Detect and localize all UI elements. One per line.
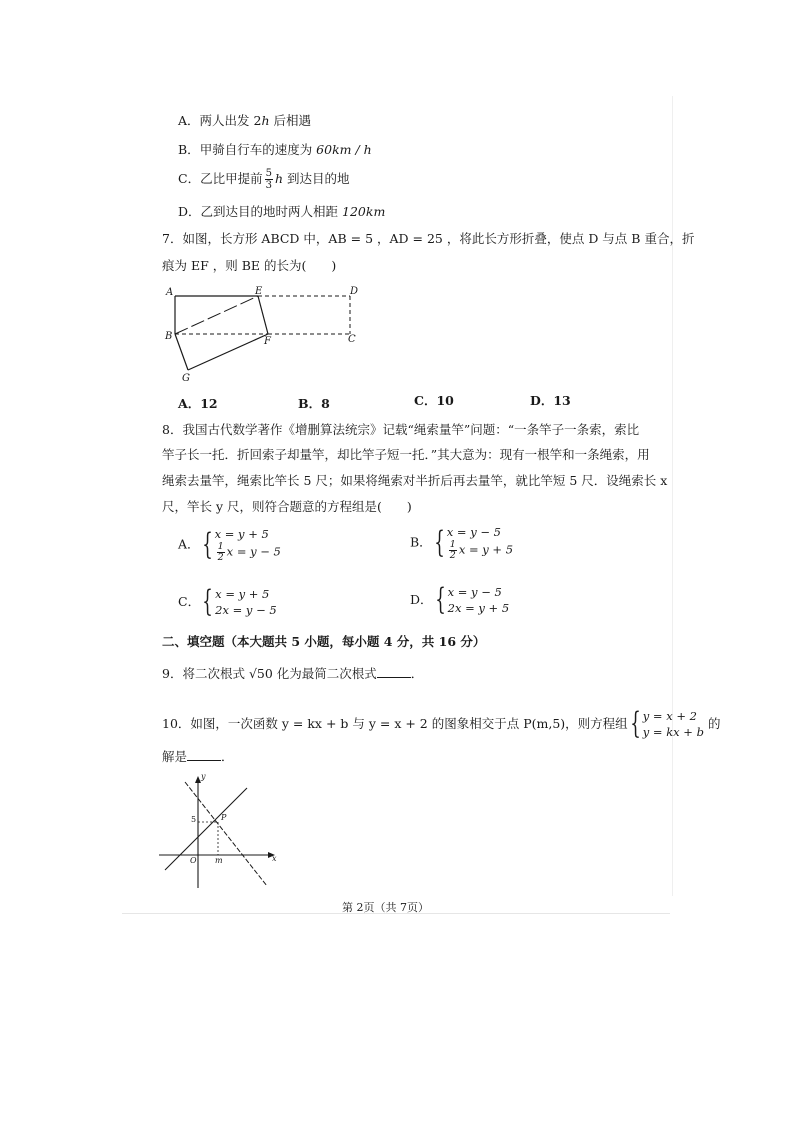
segment-BE xyxy=(175,296,258,334)
page-number: 第 2页（共 7页） xyxy=(342,901,429,914)
label-G: G xyxy=(182,373,190,384)
q7-option-d: D．13 xyxy=(530,393,571,408)
q8-option-b: B．{ x = y − 5 $\frac{1}{2}$ x = y + 5 xyxy=(410,524,514,561)
label-E: E xyxy=(255,286,263,297)
graph-label-P: P xyxy=(221,813,227,822)
q7-stem-line2: 痕为 EF ，则 BE 的长为( ) xyxy=(162,258,337,273)
scan-edge xyxy=(672,96,673,896)
segment-BG xyxy=(175,334,188,370)
q8-stem-line4: 尺，竿长 y 尺，则符合题意的方程组是( ) xyxy=(162,499,412,514)
q8-option-d: D．{ x = y − 5 2x = y + 5 xyxy=(410,582,510,617)
q8-stem-line2: 竿子长一托．折回索子却量竿，却比竿子短一托．”其大意为：现有一根竿和一条绳索，用 xyxy=(162,447,650,462)
q6-option-d: D．乙到达目的地时两人相距 120km xyxy=(178,204,386,219)
label-F: F xyxy=(264,336,271,347)
q8-option-c: C．{ x = y + 5 2x = y − 5 xyxy=(178,584,277,619)
label-B: B xyxy=(165,331,173,342)
label-A: A xyxy=(166,287,174,298)
graph-label-m: m xyxy=(215,856,223,865)
q6-option-a: A．两人出发 2h 后相遇 xyxy=(178,113,312,128)
q8-stem-line3: 绳索去量竿，绳索比竿长 5 尺；如果将绳索对半折后再去量竿，就比竿短 5 尺．设绳索长 x xyxy=(162,473,668,488)
q7-option-a: A．12 xyxy=(178,396,218,411)
section-title-fill-blank: 二、填空题（本大题共 5 小题，每小题 4 分，共 16 分） xyxy=(162,634,486,649)
q6-option-c: C．乙比甲提前 $\frac{5}{3}$ h 到达目的地 xyxy=(178,168,350,191)
q10-stem-line2: 解是 ． xyxy=(162,749,234,764)
label-D: D xyxy=(350,286,359,297)
segment-EF xyxy=(258,296,268,334)
q7-option-c: C．10 xyxy=(414,393,454,408)
q7-option-b: B．8 xyxy=(298,396,330,411)
q7-stem-line1: 7．如图，长方形 ABCD 中，AB = 5 ，AD = 25 ，将此长方形折叠，使点 D 与点 B 重合，折 xyxy=(162,231,695,246)
line-y-eq-x-plus-2 xyxy=(165,788,247,870)
line-y-eq-kx-plus-b xyxy=(185,782,267,886)
q9-stem: 9．将二次根式 √50 化为最简二次根式 ． xyxy=(162,666,424,681)
segment-GF xyxy=(188,334,268,370)
q10-stem: 10．如图，一次函数 y = kx + b 与 y = x + 2 的图象相交于点 P(m,5)，则方程组{ y = x + 2 y = kx + b 的 xyxy=(162,706,721,741)
label-C: C xyxy=(348,334,356,345)
q9-answer-blank xyxy=(377,665,411,678)
q10-answer-blank xyxy=(187,748,221,761)
fraction-5-3: $\frac{5}{3}$ xyxy=(265,168,272,191)
q6-option-b: B．甲骑自行车的速度为 60km / h xyxy=(178,142,372,157)
graph-label-O: O xyxy=(190,856,197,865)
q8-option-a: A．{ x = y + 5 $\frac{1}{2}$ x = y − 5 xyxy=(178,526,281,563)
q8-stem-line1: 8．我国古代数学著作《增删算法统宗》记载“绳索量竿”问题：“一条竿子一条索，索比 xyxy=(162,422,640,437)
q10-function-graph xyxy=(155,770,285,892)
graph-label-y: y xyxy=(201,772,206,781)
graph-label-5: 5 xyxy=(191,815,197,824)
graph-label-x: x xyxy=(272,854,277,863)
